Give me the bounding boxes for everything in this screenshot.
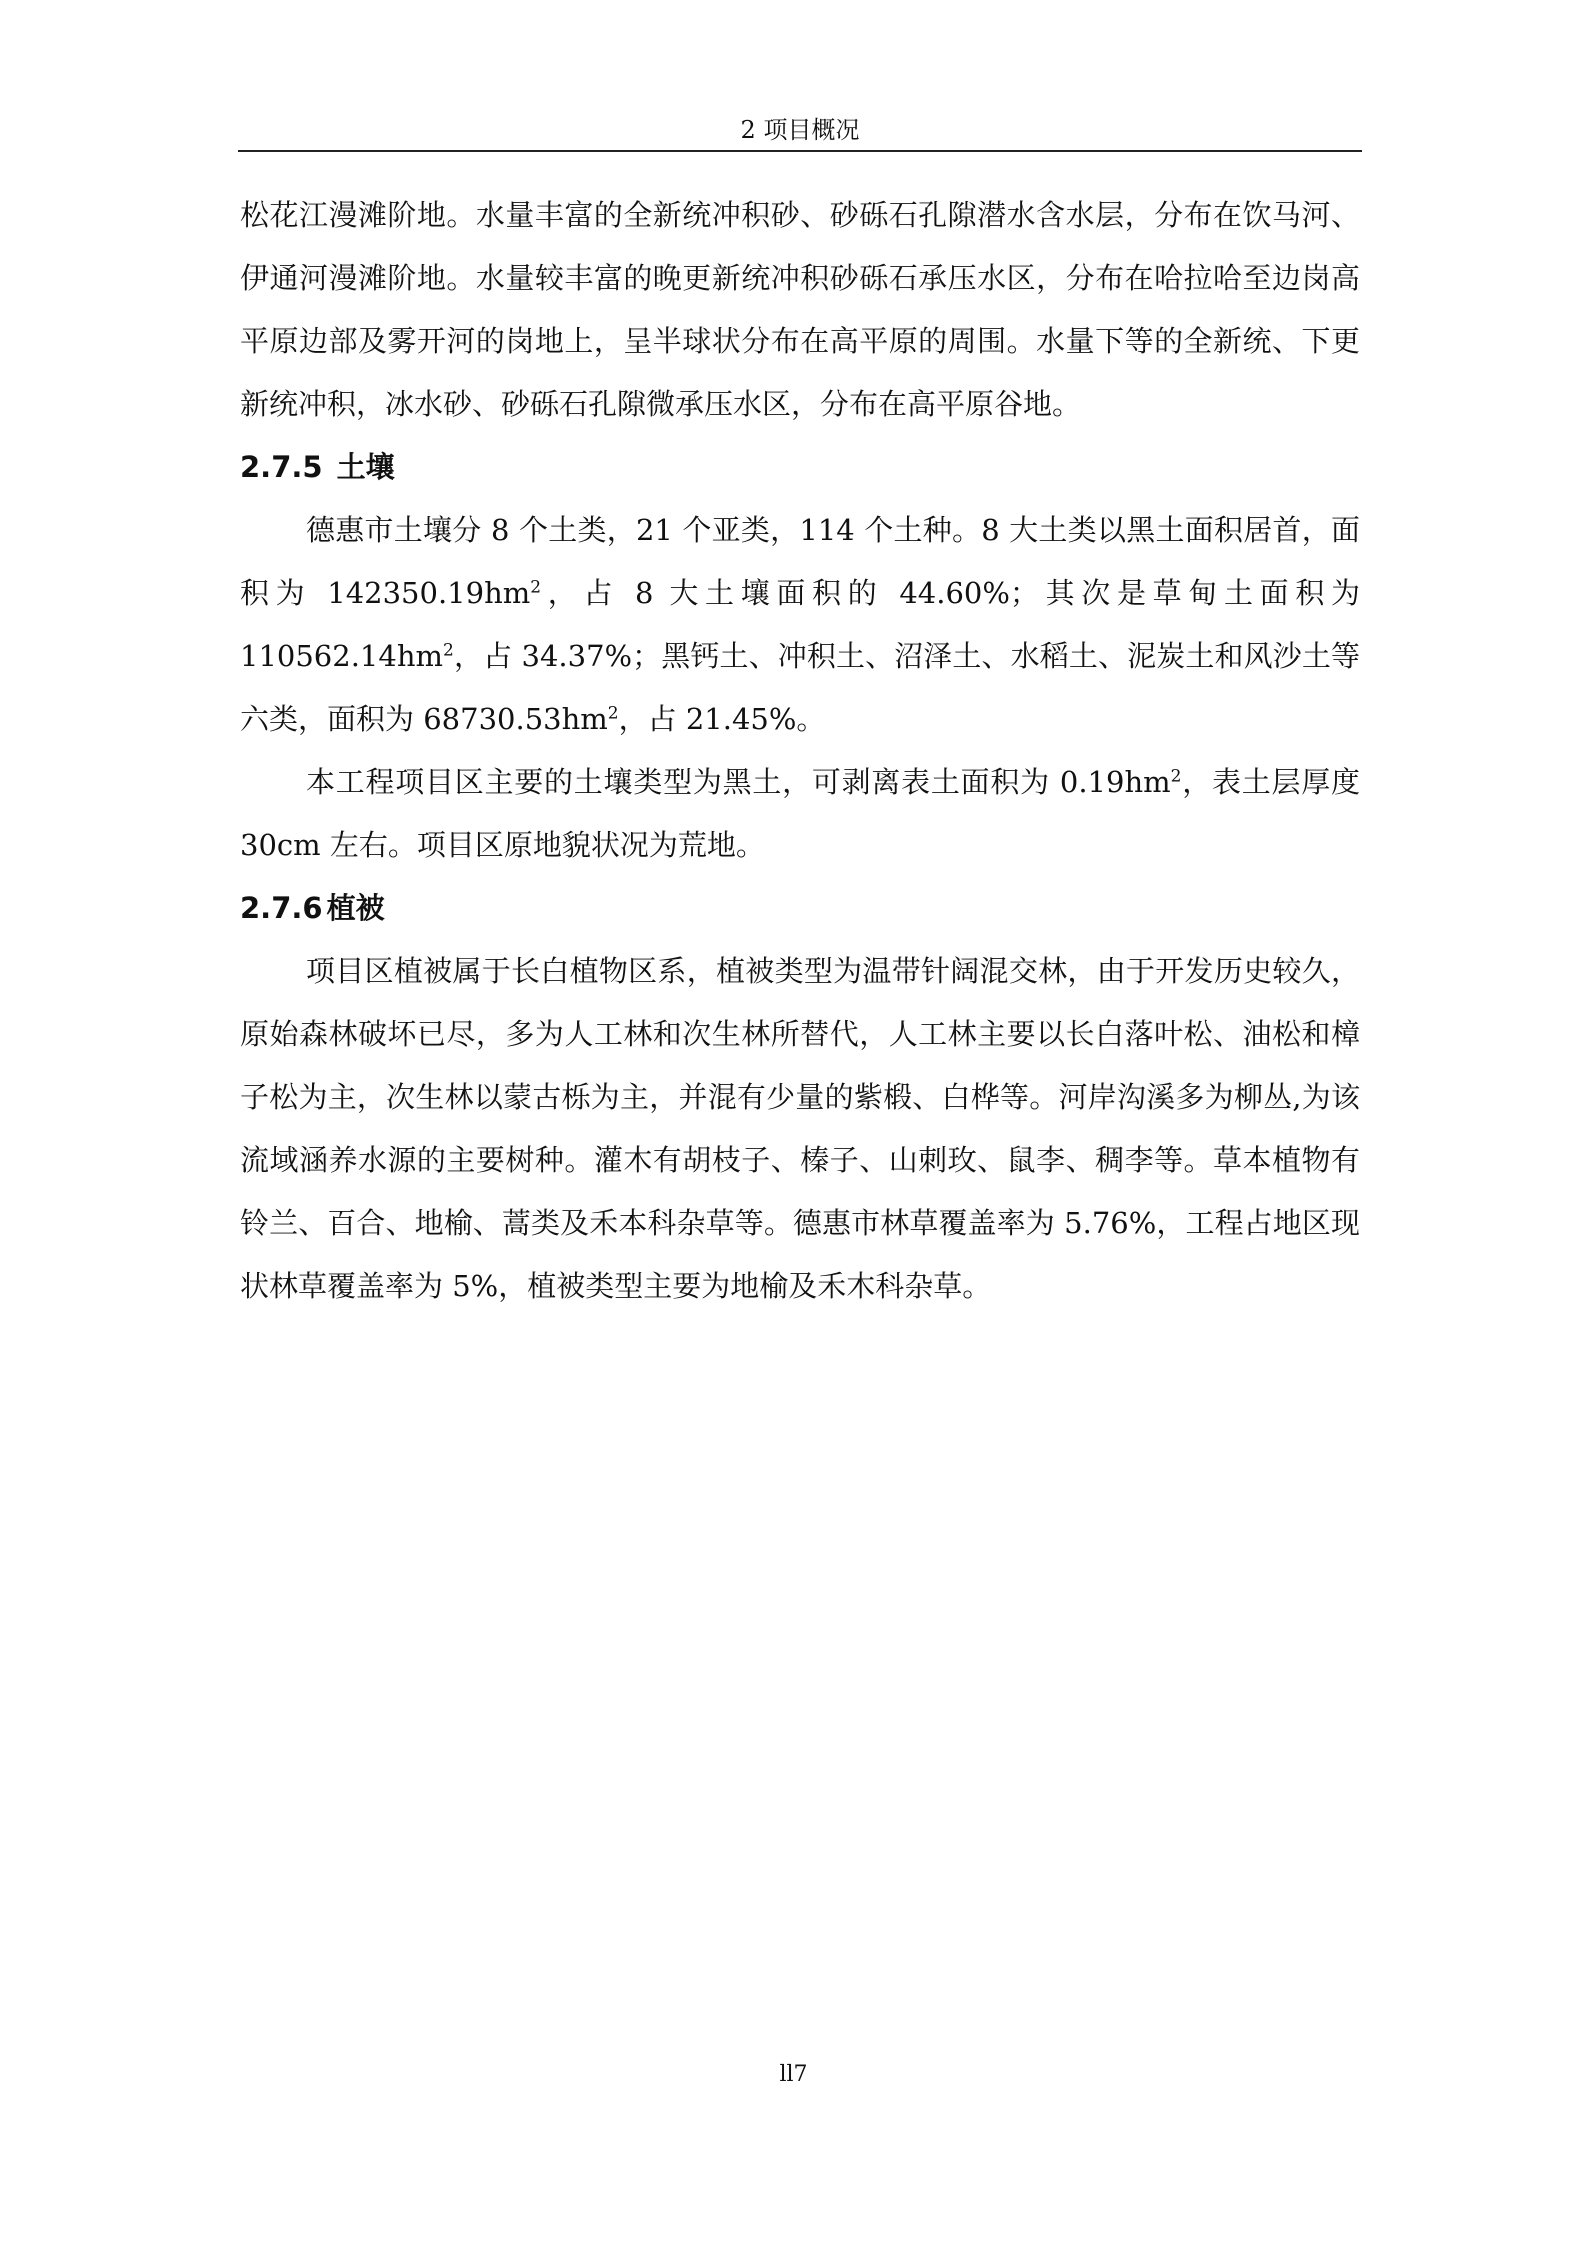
section-title: 土壤 <box>336 450 395 484</box>
text-run: ，占 8 大土壤面积的 44.60%；其次是草甸土面积为 110562.14hm <box>240 576 1361 673</box>
section-heading-vegetation <box>240 877 1360 940</box>
superscript: 2 <box>1170 766 1182 787</box>
superscript: 2 <box>607 703 619 724</box>
paragraph-project-soil <box>240 751 1360 877</box>
text-run: ，表土层厚度 30cm 左右。项目区原地貌状况为荒地。 <box>240 765 1360 862</box>
header-title: 2 项目概况 <box>740 116 860 144</box>
text-run: 本工程项目区主要的土壤类型为黑土，可剥离表土面积为 0.19hm <box>306 765 1171 799</box>
text-run: ，占 34.37%；黑钙土、冲积土、沼泽土、水稻土、泥炭土和风沙土等六类，面积为 68730.53hm <box>240 639 1360 736</box>
running-header <box>238 108 1362 152</box>
paragraph-groundwater: 松花江漫滩阶地。水量丰富的全新统冲积砂、砂砾石孔隙潜水含水层，分布在饮马河、伊通河漫滩阶地。水量较丰富的晚更新统冲积砂砾石承压水区，分布在哈拉哈至边岗高平原边部及雾开河的岗地上，呈半球状分布在高平原的周围。水量下等的全新统、下更新统冲积，冰水砂、砂砾石孔隙微承压水区，分布在高平原谷地。 <box>240 198 1360 421</box>
superscript: 2 <box>530 577 542 598</box>
text-run: 德惠市土壤分 8 个土类，21 个亚类，114 个土种。8 大土类以黑土面积居首，面积为 142350.19hm <box>240 513 1360 610</box>
paragraph-vegetation: 项目区植被属于长白植物区系，植被类型为温带针阔混交林，由于开发历史较久，原始森林破坏已尽，多为人工林和次生林所替代，人工林主要以长白落叶松、油松和樟子松为主，次生林以蒙古栎为主，并混有少量的紫椴、白桦等。河岸沟溪多为柳丛,为该流域涵养水源的主要树种。灌木有胡枝子、榛子、山刺玫、鼠李、稠李等。草本植物有铃兰、百合、地榆、蒿类及禾本科杂草等。德惠市林草覆盖率为 5.76%，工程占地区现状林草覆盖率为 5%，植被类型主要为地榆及禾木科杂草。 <box>240 954 1360 1303</box>
section-title: 植被 <box>326 891 385 925</box>
superscript: 2 <box>443 640 454 661</box>
text-run: ，占 21.45%。 <box>618 702 826 736</box>
section-heading-soil <box>240 436 1360 499</box>
paragraph-soil-types <box>240 499 1360 751</box>
section-number: 2.7.5 <box>240 450 323 484</box>
document-body <box>240 184 1360 1318</box>
section-number: 2.7.6 <box>240 891 323 925</box>
page-number: ll7 <box>779 2062 808 2087</box>
